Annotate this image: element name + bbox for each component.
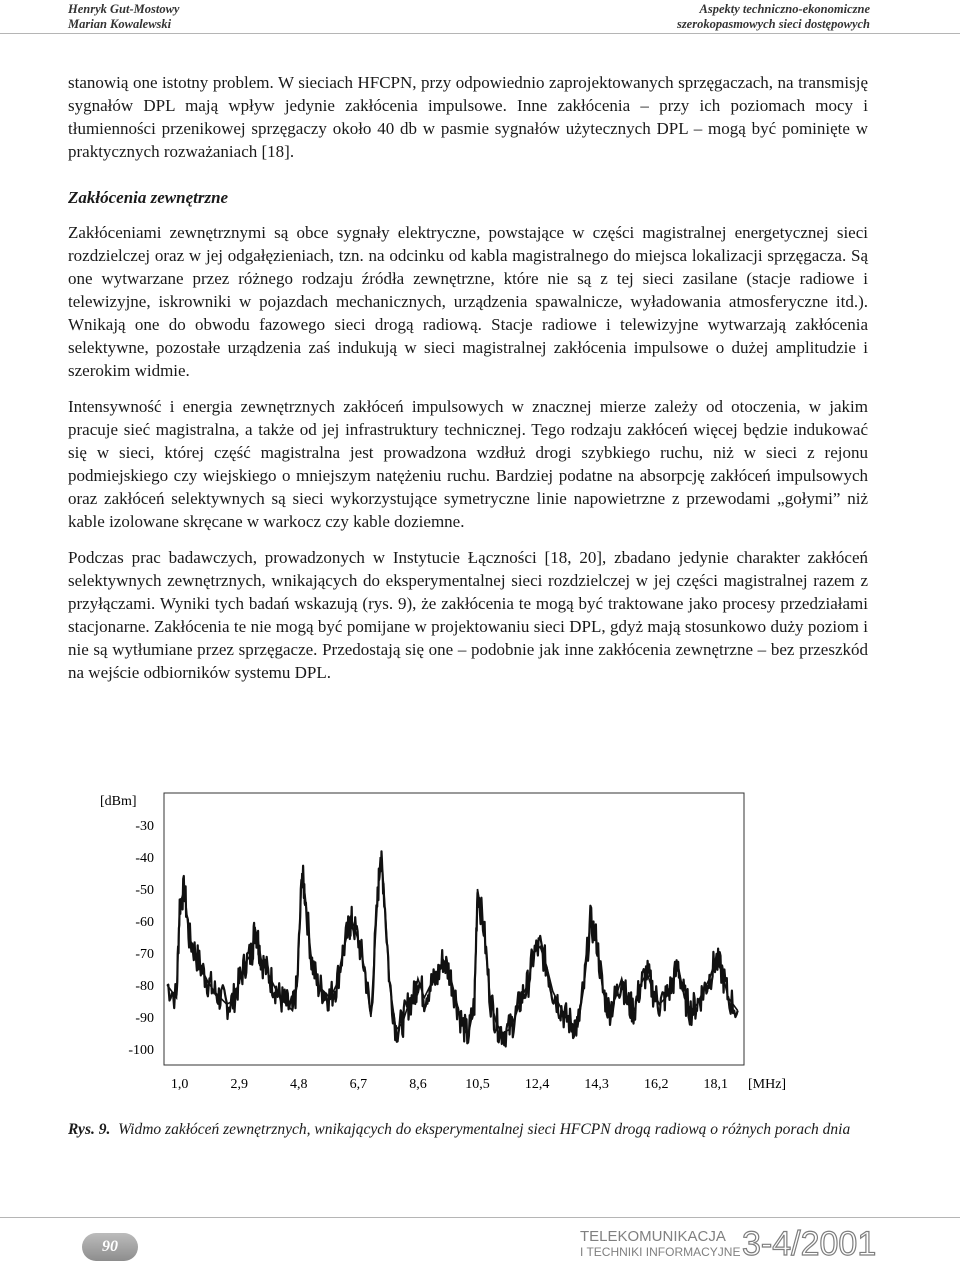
y-tick-label: -60 [135, 915, 154, 930]
spectrum-traces [167, 851, 738, 1046]
footer-divider [0, 1217, 960, 1218]
section-heading: Zakłócenia zewnętrzne [68, 188, 229, 207]
spectrum-series-envelope [167, 857, 738, 1036]
x-tick-label: 6,7 [349, 1077, 368, 1092]
y-tick-label: -100 [128, 1043, 154, 1058]
paragraph: Zakłóceniami zewnętrznymi są obce sygnały elektryczne, powstające w części magistralnej energetycznej sieci rozdzielczej oraz w jej odgałęzieniach, tzn. na odcinku od kabla magistralnego do miejsca lokalizacji sprzęgacza. Są one wytwarzane przez różnego rodzaju źródła zewnętrzne, które nie są z tej sieci zasilane (stacje radiowe i telewizyjne, iskrowniki w pojazdach mechanicznych, urządzenia spawalnicze, wyładowania atmosferyczne itd.). Wnikają one do obwodu fazowego sieci drogą radiową. Stacje radiowe i telewizyjne wytwarzają zakłócenia selektywne, pozostałe urządzenia zaś indukują w sieci magistralnej zakłócenia impulsowe o dużej amplitudzie i szerokim widmie. [68, 223, 868, 380]
journal-name-line: TELEKOMUNIKACJA [580, 1228, 726, 1245]
x-tick-label: 16,2 [643, 1077, 669, 1092]
x-tick-label: 1,0 [170, 1077, 189, 1092]
page-number-badge: 90 [82, 1233, 138, 1261]
x-tick-label: 18,1 [703, 1077, 729, 1092]
figure-label: Rys. 9. [68, 1121, 111, 1138]
x-tick-label: 10,5 [465, 1077, 490, 1092]
running-header-authors [68, 2, 179, 32]
y-tick-labels [128, 819, 154, 1058]
x-tick-label: 12,4 [524, 1077, 550, 1092]
y-tick-label: -40 [135, 851, 154, 866]
y-tick-label: -80 [135, 979, 154, 994]
x-tick-label: 8,6 [409, 1077, 427, 1092]
author-name: Marian Kowalewski [68, 17, 172, 31]
paragraph: stanowią one istotny problem. W sieciach HFCPN, przy odpowiednio zaprojektowanych sprzęgaczach, na transmisję sygnałów DPL mają wpływ jedynie zakłócenia impulsowe. Inne zakłócenia – przy ich poziomach mocy i tłumienności przenikowej sprzęgaczy około 40 db w pasmie sygnałów użytecznych DPL – mogą być pominięte w praktycznych rozważaniach [18]. [68, 73, 868, 161]
plot-frame [164, 793, 744, 1065]
caption-text: Widmo zakłóceń zewnętrznych, wnikających do eksperymentalnej sieci HFCPN drogą radiową o różnych porach dnia [118, 1121, 851, 1138]
spectrum-figure [96, 787, 816, 1097]
y-axis-label: [dBm] [100, 794, 137, 809]
journal-name-line: I TECHNIKI INFORMACYJNE [580, 1245, 741, 1259]
y-tick-label: -90 [135, 1011, 154, 1026]
running-header-title [677, 2, 870, 32]
x-axis-label: [MHz] [748, 1077, 787, 1092]
author-name: Henryk Gut-Mostowy [68, 2, 180, 16]
x-tick-label: 14,3 [584, 1077, 609, 1092]
article-body [68, 71, 868, 697]
article-title-line: Aspekty techniczno-ekonomiczne [699, 2, 870, 16]
y-tick-label: -30 [135, 819, 154, 834]
spectrum-chart [96, 787, 816, 1097]
article-title-line: szerokopasmowych sieci dostępowych [676, 17, 870, 31]
figure-caption [68, 1119, 868, 1141]
y-tick-label: -50 [135, 883, 154, 898]
paragraph: Podczas prac badawczych, prowadzonych w Instytucie Łączności [18, 20], zbadano jedynie charakter zakłóceń selektywnych zewnętrznych, wnikających do eksperymentalnej sieci rozdzielczej w jej części magistralnej razem z przyłączami. Wyniki tych badań wskazują (rys. 9), że zakłócenia te mogą być traktowane jako procesy przedziałami stacjonarne. Zakłócenia te nie mogą być pomijane w projektowaniu sieci DPL, gdyż mają stosunkowo duży poziom i nie są wytłumiane przez sprzęgacze. Przedostają się one – podobnie jak inne zakłócenia zewnętrzne – bez przeszkód na wejście odbiorników systemu DPL. [68, 548, 868, 682]
x-tick-labels [171, 1077, 728, 1092]
x-tick-label: 2,9 [230, 1077, 248, 1092]
x-tick-label: 4,8 [290, 1077, 308, 1092]
paragraph: Intensywność i energia zewnętrznych zakłóceń impulsowych w znacznej mierze zależy od otoczenia, w jakim pracuje sieć magistralna, a także od jej infrastruktury technicznej. Tego rodzaju zakłóceń więcej będzie indukować się w sieci, której część magistralna jest prowadzona wzdłuż drogi szybkiego ruchu, niż w sieci z rejonu podmiejskiego czy wiejskiego o mniejszym natężeniu ruchu. Bardziej podatne na absorpcję zakłóceń impulsowych oraz zakłóceń selektywnych są sieci wykorzystujące symetryczne linie napowietrzne z przewodami „gołymi” niż kable izolowane skręcane w warkocz czy kable doziemne. [68, 397, 868, 531]
journal-name [580, 1229, 740, 1259]
y-tick-label: -70 [135, 947, 154, 962]
header-divider [0, 33, 960, 34]
issue-number: 3-4/2001 [742, 1225, 877, 1263]
